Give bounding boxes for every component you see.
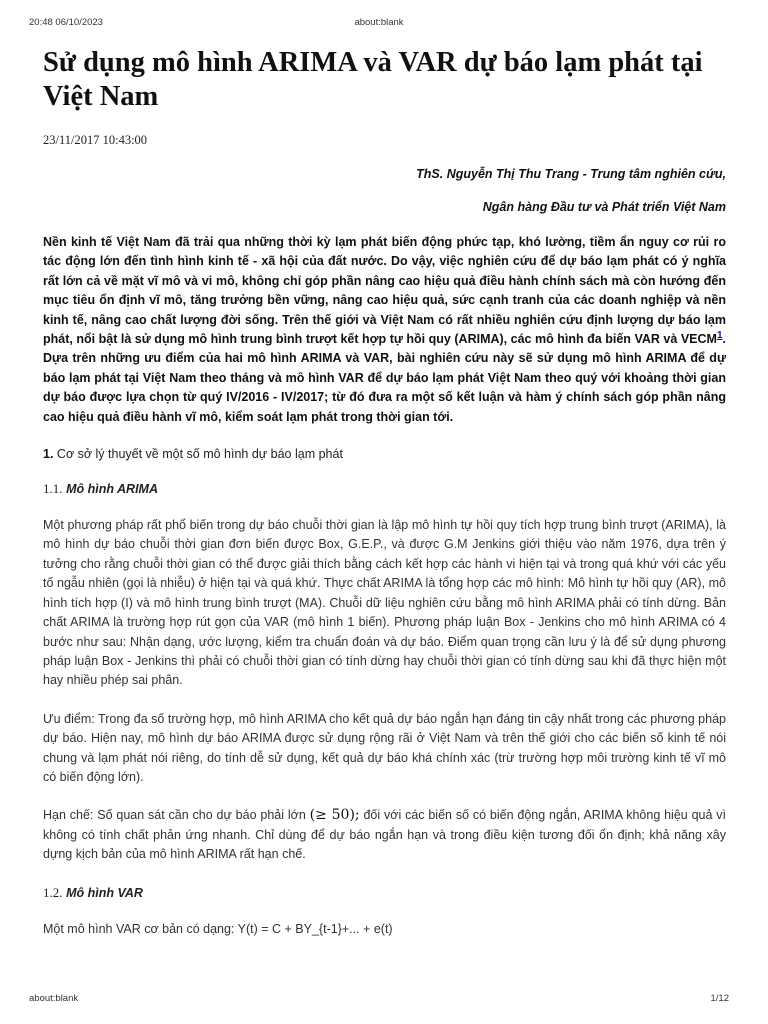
- article: [43, 46, 726, 939]
- subsection-1-2-heading: [43, 885, 726, 901]
- abstract: [43, 233, 726, 427]
- footnote-link[interactable]: 1: [716, 329, 723, 341]
- abstract-part-2: . Dựa trên những ưu điểm của hai mô hình ARIMA và VAR, bài nghiên cứu này sẽ sử dụng mô hình ARIMA để dự báo lạm phát tại Việt Nam theo tháng và mô hình VAR để dự báo lạm phát Việt Nam theo quý với khoảng thời gian dự báo được lựa chọn từ quý IV/2016 - IV/2017; từ đó đưa ra một số kết luận và hàm ý chính sách góp phần nâng cao hiệu quả điều hành vĩ mô, kiểm soát lạm phát trong thời gian tới.: [43, 332, 726, 424]
- print-url: about:blank: [354, 17, 404, 28]
- page-number: 1/12: [710, 993, 729, 1004]
- limitations-text-1: Hạn chế: Số quan sát cần cho dự báo phải lớn: [43, 808, 310, 823]
- paragraph-limitations: [43, 806, 726, 864]
- subsection-1-2-number: 1.2.: [43, 884, 63, 900]
- author-line-1: ThS. Nguyễn Thị Thu Trang - Trung tâm nghiên cứu,: [416, 167, 726, 181]
- subsection-1-1-heading: [43, 481, 726, 497]
- author-line-2: Ngân hàng Đầu tư và Phát triển Việt Nam: [482, 200, 726, 214]
- subsection-1-1-number: 1.1.: [43, 481, 63, 497]
- paragraph-arima: Một phương pháp rất phổ biến trong dự báo chuỗi thời gian là lập mô hình tự hồi quy tích hợp trung bình trượt (ARIMA), là mô hình dự báo chuỗi thời gian đơn biến được Box, G.E.P., và được G.M Jenkins giới thiệu vào năm 1976, dựa trên ý tưởng cho rằng chuỗi thời gian có thể được giải thích bằng cách kết hợp các hành vi hiện tại và trong quá khứ với các yếu tố ngẫu nhiên (gọi là nhiễu) ở hiện tại và quá khứ. Thực chất ARIMA là tổng hợp các mô hình: Mô hình tự hồi quy (AR), mô hình tích hợp (I) và mô hình trung bình trượt (MA). Chuỗi dữ liệu nghiên cứu bằng mô hình ARIMA phải có tính dừng. Bản chất ARIMA là trường hợp rút gọn của VAR (mô hình 1 biến). Phương pháp luận Box - Jenkins cho mô hình ARIMA có 4 bước như sau: Nhận dạng, ước lượng, kiểm tra chuẩn đoán và dự báo. Điểm quan trọng cần lưu ý là để sử dụng phương pháp luận Box - Jenkins thì phải có chuỗi thời gian có tính dừng hay chuỗi thời gian có tính dừng sau khi đã thực hiện một hay nhiều phép sai phân.: [43, 518, 726, 688]
- print-header: [29, 17, 729, 31]
- paragraph-advantages: Ưu điểm: Trong đa số trường hợp, mô hình ARIMA cho kết quả dự báo ngắn hạn đáng tin cậy nhất trong các phương pháp dự báo. Hiện nay, mô hình dự báo ARIMA được sử dụng rộng rãi ở Việt Nam và trên thế giới cho các biến số kinh tế nói chung và lạm phát nói riêng, do tính dễ sử dụng, kết quả dự báo khá chính xác (trừ trường hợp môi trường kinh tế vĩ mô có biến động lớn).: [43, 711, 726, 784]
- article-date: 23/11/2017 10:43:00: [43, 133, 148, 147]
- section-1-heading: [43, 447, 726, 461]
- print-footer: [29, 993, 729, 1007]
- article-title: Sử dụng mô hình ARIMA và VAR dự báo lạm phát tại Việt Nam: [43, 47, 703, 112]
- print-datetime: 20:48 06/10/2023: [29, 17, 103, 28]
- subsection-1-1-title: Mô hình ARIMA: [66, 482, 159, 497]
- limitations-text-2: đối với các biến số có biến động ngắn, ARIMA không hiệu quả vì không có tính chất phản ứng nhanh. Chỉ dùng để dự báo ngắn hạn và trong điều kiện tương đối ổn định; khả năng xây dựng kịch bản của mô hình ARIMA rất hạn chế.: [43, 808, 727, 862]
- math-expression: (≥ 50);: [309, 807, 360, 824]
- subsection-1-2-title: Mô hình VAR: [66, 885, 143, 900]
- section-1-number: 1.: [43, 447, 54, 462]
- paragraph-var: Một mô hình VAR cơ bản có dạng: Y(t) = C + BY_{t-1}+... + e(t): [43, 921, 393, 936]
- footer-url: about:blank: [29, 993, 79, 1004]
- abstract-part-1: Nền kinh tế Việt Nam đã trải qua những thời kỳ lạm phát biến động phức tạp, khó lường, tiềm ẩn nguy cơ rủi ro tác động lớn đến tình hình kinh tế - xã hội của đất nước. Do vậy, việc nghiên cứu để dự báo lạm phát có ý nghĩa rất lớn cả về mặt vĩ mô và vi mô, không chỉ góp phần nâng cao hiệu quả điều hành chính sách mà còn hướng đến mục tiêu ổn định vĩ mô, tăng trưởng bền vững, nâng cao hiệu quả, sức cạnh tranh của các doanh nghiệp và nền kinh tế, nâng cao chất lượng đời sống. Trên thế giới và Việt Nam có rất nhiều nghiên cứu định lượng dự báo lạm phát, nổi bật là sử dụng mô hình trung bình trượt kết hợp tự hồi quy (ARIMA), các mô hình đa biến VAR và VECM: [43, 235, 726, 347]
- section-1-title: Cơ sở lý thuyết về một số mô hình dự báo lạm phát: [53, 447, 343, 462]
